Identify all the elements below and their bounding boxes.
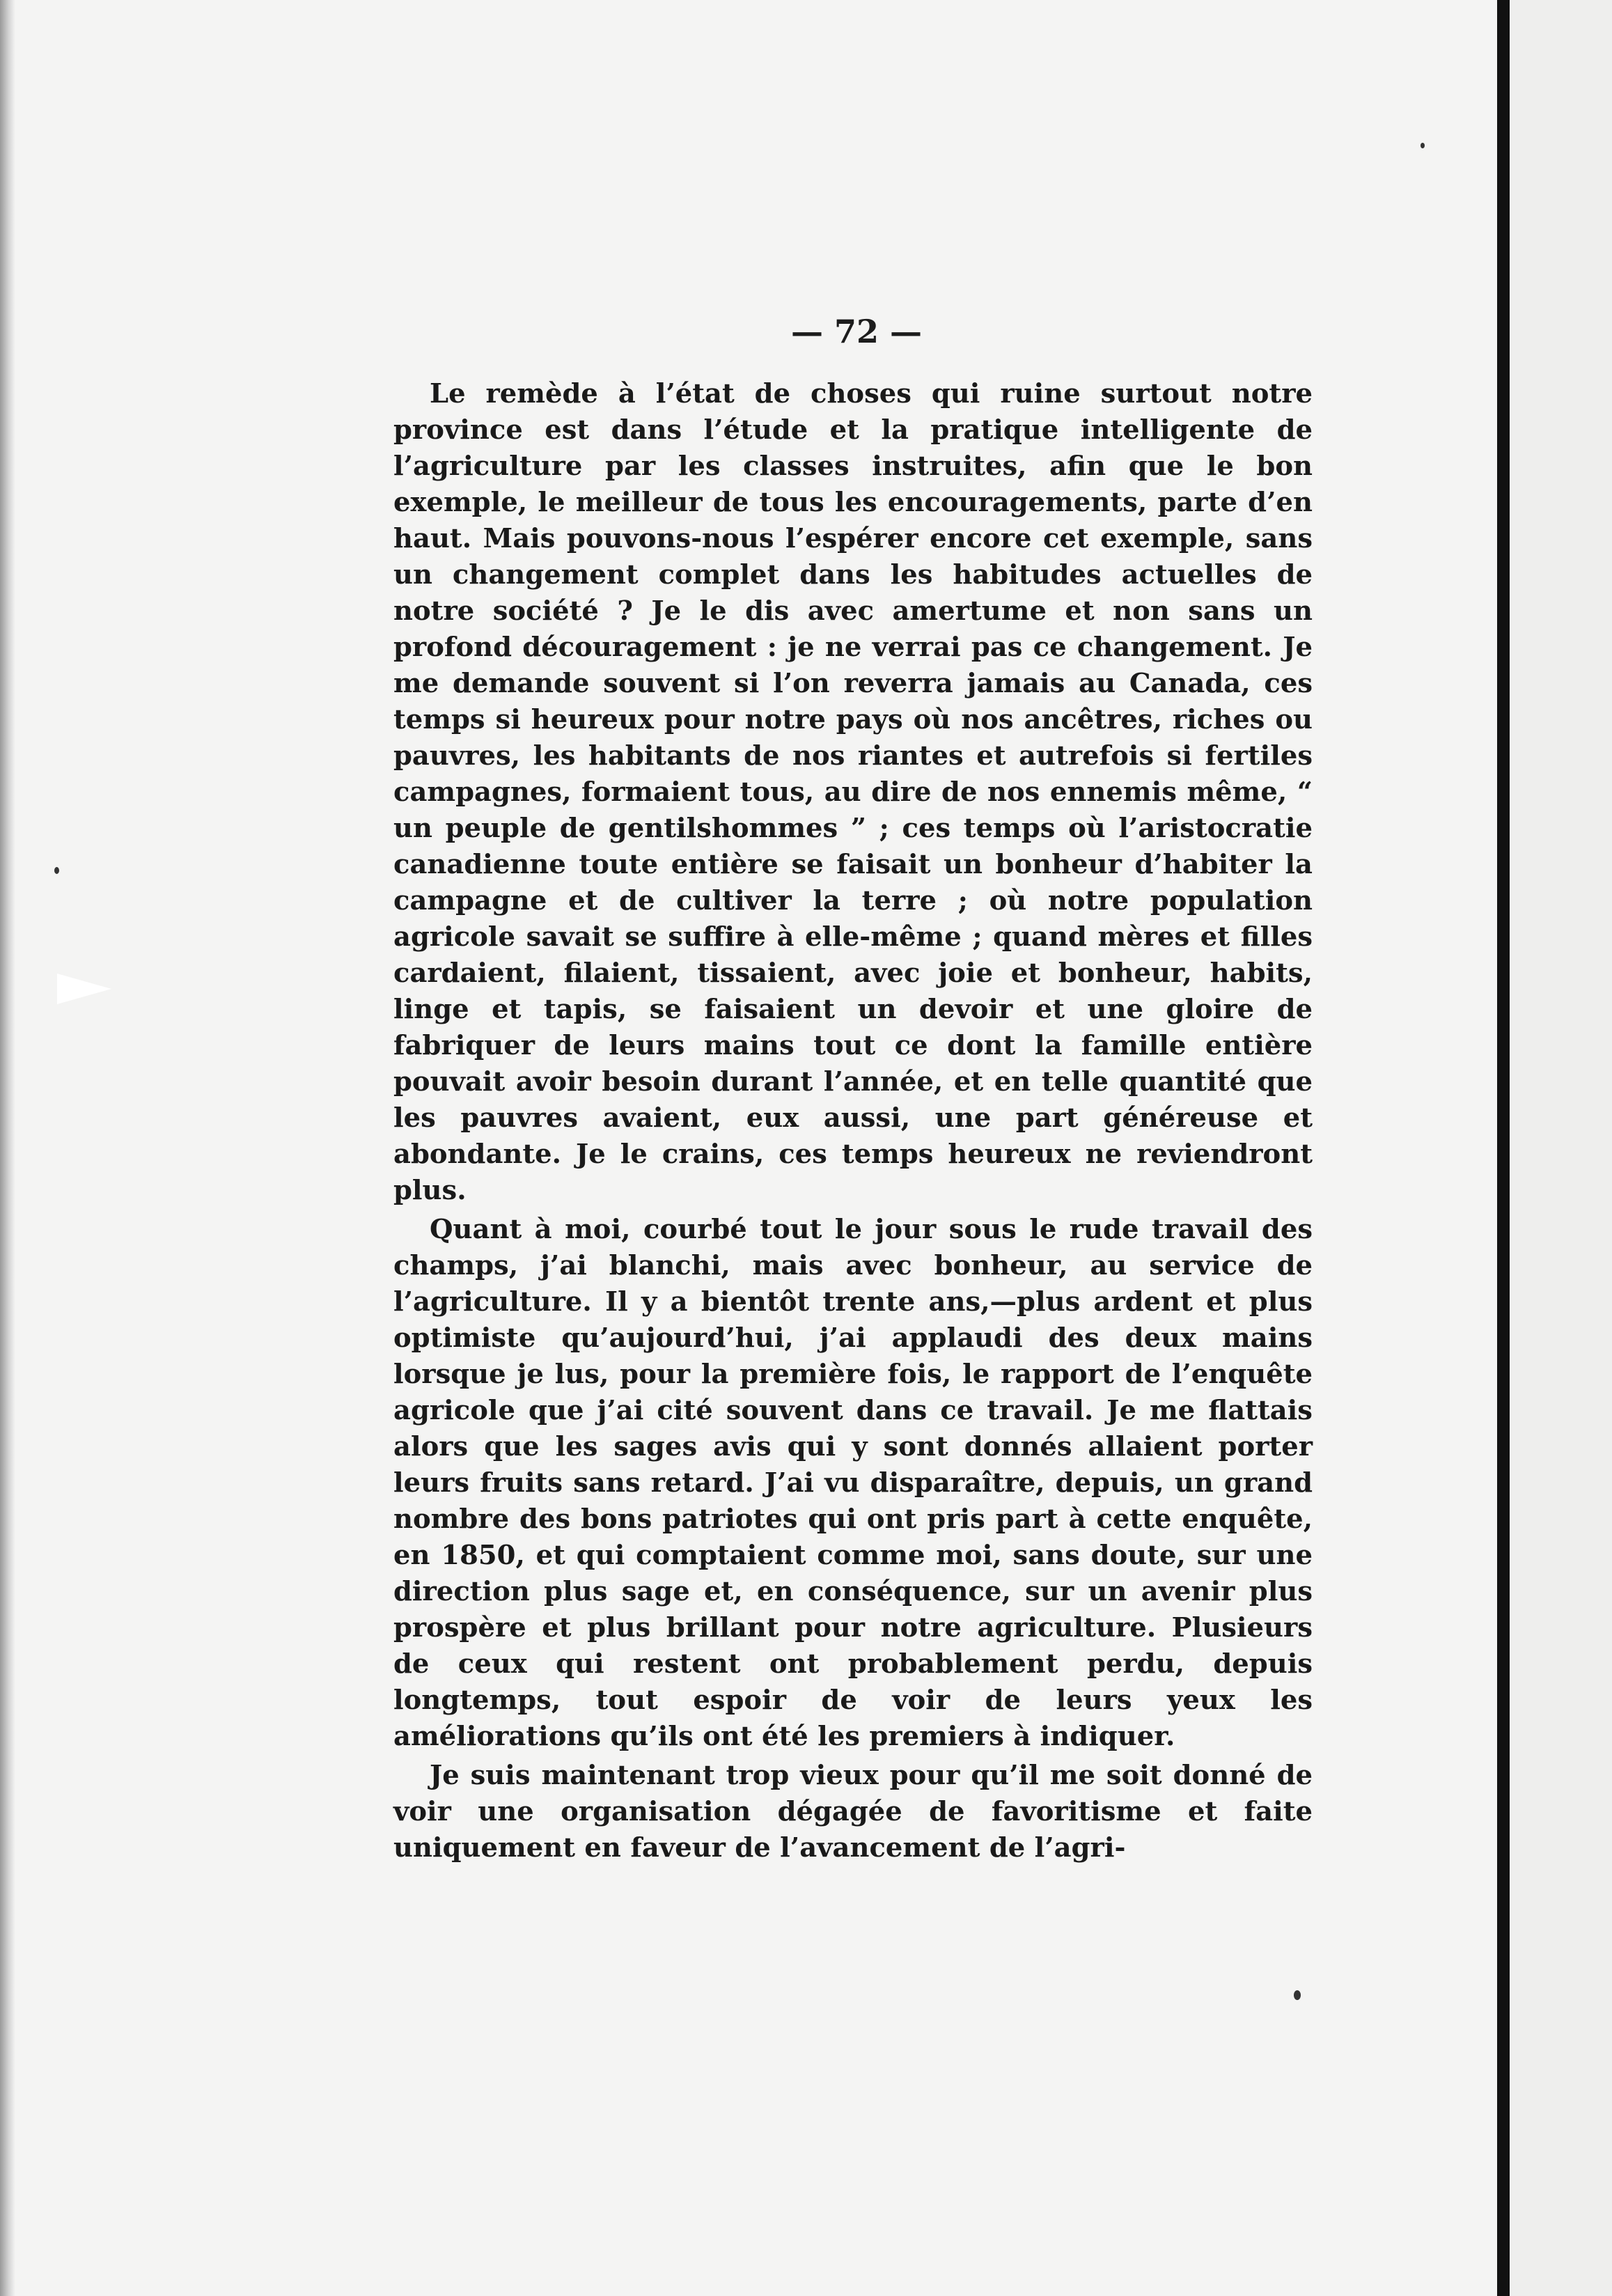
page-fold-mark xyxy=(57,974,111,1004)
page-left-shadow xyxy=(0,0,15,2296)
body-text xyxy=(393,376,1313,1866)
binding-edge xyxy=(1497,0,1510,2296)
ink-speck xyxy=(1421,143,1425,148)
paragraph: Quant à moi, courbé tout le jour sous le rude travail des champs, j’ai blanchi, mais avec bonheur, au service de l’agriculture. Il y a bientôt trente ans,—plus ardent et plus optimiste qu’aujourd’hui, j’ai applaudi des deux mains lorsque je lus, pour la première fois, le rapport de l’enquête agricole que j’ai cité souvent dans ce travail. Je me flattais alors que les sages avis qui y sont donnés allaient porter leurs fruits sans retard. J’ai vu disparaître, depuis, un grand nombre des bons patriotes qui ont pris part à cette enquête, en 1850, et qui comptaient comme moi, sans doute, sur une direction plus sage et, en conséquence, sur un avenir plus prospère et plus brillant pour notre agriculture. Plusieurs de ceux qui restent ont probablement perdu, depuis longtemps, tout espoir de voir de leurs yeux les améliorations qu’ils ont été les premiers à indiquer. xyxy=(393,1214,1313,1752)
ink-speck xyxy=(1294,1990,1301,2000)
paragraph: Le remède à l’état de choses qui ruine surtout notre province est dans l’étude et la pratique intelligente de l’agriculture par les classes instruites, afin que le bon exemple, le meilleur de tous les encouragements, parte d’en haut. Mais pouvons-nous l’espérer encore cet exemple, sans un changement complet dans les habitudes actuelles de notre société ? Je le dis avec amertume et non sans un profond découragement : je ne verrai pas ce changement. Je me demande souvent si l’on reverra jamais au Canada, ces temps si heureux pour notre pays où nos ancêtres, riches ou pauvres, les habitants de nos riantes et autrefois si fertiles campagnes, formaient tous, au dire de nos ennemis même, “ un peuple de gentilshommes ” ; ces temps où l’aristocratie canadienne toute entière se faisait un bonheur d’habiter la campagne et de cultiver la terre ; où notre population agricole savait se suffire à elle-même ; quand mères et filles cardaient, filaient, tissaient, avec joie et bonheur, habits, linge et tapis, se faisaient un devoir et une gloire de fabriquer de leurs mains tout ce dont la famille entière pouvait avoir besoin durant l’année, et en telle quantité que les pauvres avaient, eux aussi, une part généreuse et abondante. Je le crains, ces temps heureux ne reviendront plus. xyxy=(393,378,1313,1206)
ink-speck xyxy=(54,867,59,874)
page-number: — 72 — xyxy=(790,313,923,350)
paragraph: Je suis maintenant trop vieux pour qu’il me soit donné de voir une organisation dégagée de favoritisme et faite uniquement en faveur de l’avancement de l’agri- xyxy=(393,1760,1313,1864)
right-margin xyxy=(1510,0,1612,2296)
